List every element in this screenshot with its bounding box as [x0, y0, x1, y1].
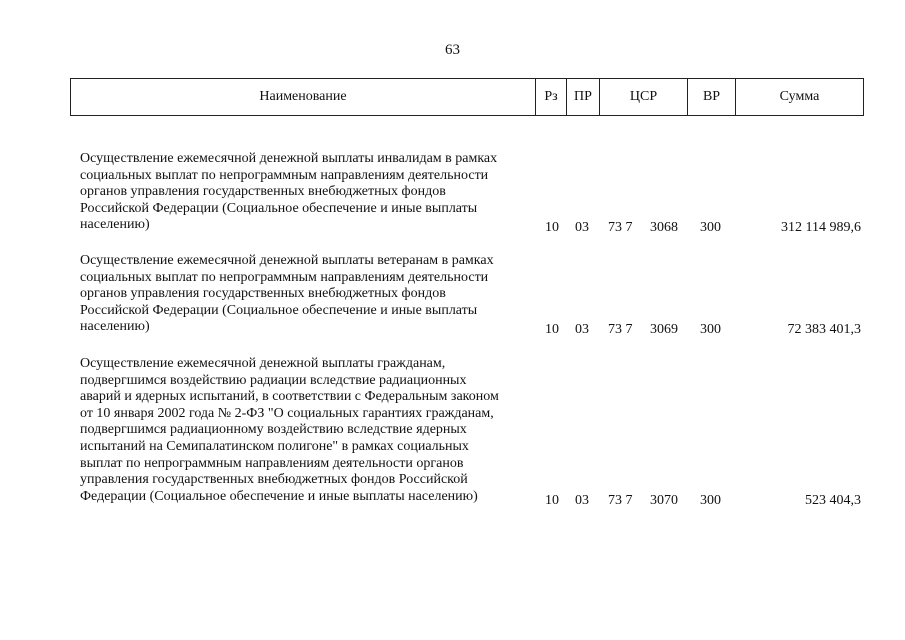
- row-sum: 72 383 401,3: [787, 322, 861, 337]
- row-pr: 03: [575, 493, 589, 508]
- header-sum: Сумма: [779, 89, 820, 104]
- row-rz: 10: [545, 322, 559, 337]
- header-name: Наименование: [259, 89, 347, 104]
- row-csr-b: 3068: [650, 220, 678, 235]
- row-sum: 312 114 989,6: [781, 220, 861, 235]
- row-vr: 300: [700, 493, 721, 508]
- header-csr: ЦСР: [629, 89, 658, 104]
- row-vr: 300: [700, 220, 721, 235]
- row-rz: 10: [545, 493, 559, 508]
- row-sum: 523 404,3: [805, 493, 861, 508]
- row-csr-b: 3070: [650, 493, 678, 508]
- header-pr: ПР: [574, 89, 592, 104]
- row-csr-a: 73 7: [608, 493, 633, 508]
- row-csr-b: 3069: [650, 322, 678, 337]
- page-number: 63: [445, 42, 460, 58]
- row-description: Осуществление ежемесячной денежной выплаты инвалидам в рамках социальных выплат по непрограммным направлениям деятельности органов управления государственных внебюджетных фондов Российской Федерации (Социальное обеспечение и иные выплаты населению): [80, 151, 498, 233]
- header-vr: ВР: [702, 89, 721, 104]
- row-description: Осуществление ежемесячной денежной выплаты гражданам, подвергшимся воздействию радиации вследствие радиационных аварий и ядерных испытаний, в соответствии с Федеральным законом от 10 января 2002 года № 2-ФЗ "О социальных гарантиях гражданам, подвергшимся радиационному воздействию вследствие ядерных испытаний на Семипалатинском полигоне" в рамках социальных выплат по непрограммным направлениям деятельности органов управления государственных внебюджетных фондов Российской Федерации (Социальное обеспечение и иные выплаты населению): [80, 356, 499, 504]
- row-pr: 03: [575, 322, 589, 337]
- row-vr: 300: [700, 322, 721, 337]
- row-rz: 10: [545, 220, 559, 235]
- row-pr: 03: [575, 220, 589, 235]
- table-header: [70, 78, 864, 116]
- row-csr-a: 73 7: [608, 220, 633, 235]
- header-rz: Рз: [544, 89, 558, 104]
- row-description: Осуществление ежемесячной денежной выплаты ветеранам в рамках социальных выплат по непрограммным направлениям деятельности органов управления государственных внебюджетных фондов Российской Федерации (Социальное обеспечение и иные выплаты населению): [80, 253, 494, 335]
- row-csr-a: 73 7: [608, 322, 633, 337]
